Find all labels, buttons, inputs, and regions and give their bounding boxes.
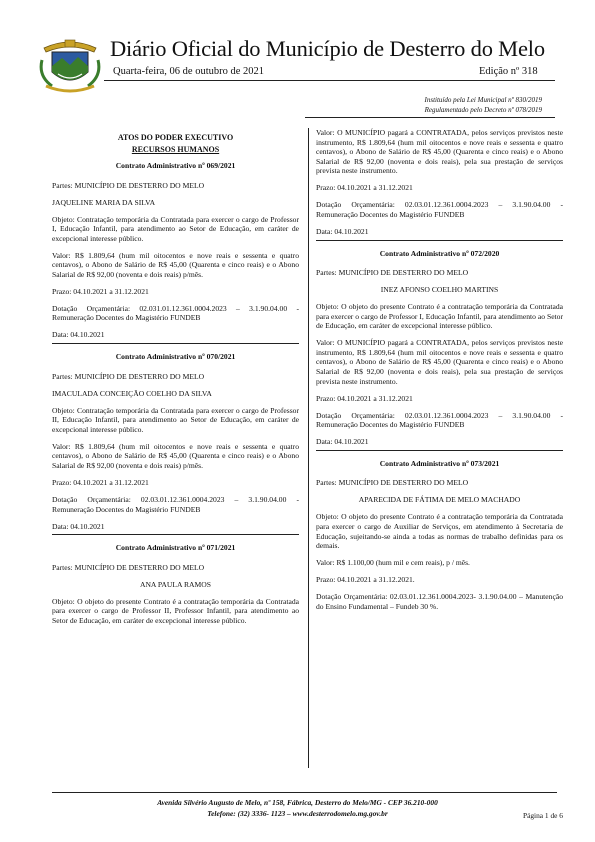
contract-value: Valor: R$ 1.809,64 (hum mil oitocentos e nove reais e sessenta e quatro centavos), o Abono de Salário de R$ 45,00 (Quarenta e cinco reais) e o Abono Salarial de R$ 92,00 (noventa e dois reais) p/mês. [52,250,299,279]
contract-value: Valor: R$ 1.100,00 (hum mil e cem reais), p / mês. [316,558,470,568]
contract-divider [52,343,299,344]
footer-contact: Telefone: (32) 3336- 1123 – www.desterrodomelo.mg.gov.br [207,809,388,818]
municipal-crest-icon [38,38,102,94]
section-heading [52,132,299,155]
contract-date: Data: 04.10.2021 [52,521,105,531]
contract-term: Prazo: 04.10.2021 a 31.12.2021. [316,575,415,585]
contract-budget: Dotação Orçamentária: 02.03.01.12.361.0004.2023 – 3.1.90.04.00 - Remuneração Docentes do Magistério FUNDEB [316,410,563,430]
contract-object: Objeto: O objeto do presente Contrato é a contratação temporária da Contratada para exercer o cargo de Professor I, Educação Infantil, para atendimento ao Setor de Educação, em caráter de excepcional interesse público. [316,302,563,331]
contract-parties: Partes: MUNICÍPIO DE DESTERRO DO MELO [316,268,469,278]
column-divider [308,128,309,768]
contract-budget: Dotação Orçamentária: 02.031.01.12.361.0004.2023 – 3.1.90.04.00 - Remuneração Docentes do Magistério FUNDEB [52,303,299,323]
contract-date: Data: 04.10.2021 [316,437,369,447]
issue-date: Quarta-feira, 06 de outubro de 2021 [113,66,265,77]
contract-title: Contrato Administrativo nº 072/2020 [379,248,500,258]
contract-term: Prazo: 04.10.2021 a 31.12.2021 [52,477,149,487]
contract-divider [316,450,563,451]
contractor-name: APARECIDA DE FÁTIMA DE MELO MACHADO [358,495,521,505]
footer-divider [52,792,557,793]
contract-budget: Dotação Orçamentária: 02.03.01.12.361.0004.2023 – 3.1.90.04.00 - Remuneração Docentes do Magistério FUNDEB [316,200,563,219]
regulation-decree: Regulamentado pelo Decreto nº 078/2019 [424,106,542,114]
section-title: ATOS DO PODER EXECUTIVO [117,133,234,142]
contract-parties: Partes: MUNICÍPIO DE DESTERRO DO MELO [52,180,205,190]
contractor-name: ANA PAULA RAMOS [139,579,212,589]
header-divider-2 [305,117,555,118]
institution-law: Instituído pela Lei Municipal nº 830/2019 [424,96,542,104]
contract-date: Data: 04.10.2021 [52,330,105,340]
contract-parties: Partes: MUNICÍPIO DE DESTERRO DO MELO [52,562,205,572]
right-column [316,128,563,619]
page-number: Página 1 de 6 [522,811,563,820]
contract-title: Contrato Administrativo nº 071/2021 [115,543,236,553]
footer-address: Avenida Silvério Augusto de Melo, nº 158, Fábrica, Desterro do Melo/MG - CEP 36.210-000 [157,798,438,807]
header-divider [104,80,555,81]
contractor-name: IMACULADA CONCEIÇÃO COELHO DA SILVA [52,388,212,398]
contract-divider [316,240,563,241]
contract-parties: Partes: MUNICÍPIO DE DESTERRO DO MELO [316,478,469,488]
contract-date: Data: 04.10.2021 [316,226,369,236]
contract-parties: Partes: MUNICÍPIO DE DESTERRO DO MELO [52,371,205,381]
section-subtitle: RECURSOS HUMANOS [131,144,220,154]
contract-value: Valor: O MUNICÍPIO pagará a CONTRATADA, pelos serviços previstos neste instrumento, R$ 1.809,64 (hum mil oitocentos e nove reais e sessenta e quatro centavos), o Abono de Salário de R$ 45,00 (Quarenta e cinco reais) e o Abono Salarial de R$ 92,00 (noventa e dois reais), pela sua prestação de serviços prevista neste instrumento. [316,338,563,386]
contract-title: Contrato Administrativo nº 069/2021 [115,161,236,170]
contract-term: Prazo: 04.10.2021 a 31.12.2021 [316,393,413,403]
contract-term: Prazo: 04.10.2021 a 31.12.2021 [52,286,149,296]
masthead [0,0,595,112]
contract-budget: Dotação Orçamentária: 02.03.01.12.361.0004.2023 – 3.1.90.04.00 - Remuneração Docentes do Magistério FUNDEB [52,494,299,514]
contract-term: Prazo: 04.10.2021 a 31.12.2021 [316,183,413,193]
contractor-name: JAQUELINE MARIA DA SILVA [52,197,156,207]
edition-number: Edição nº 318 [479,66,538,77]
page-title: Diário Oficial do Município de Desterro do Melo [110,36,545,61]
contract-title: Contrato Administrativo nº 070/2021 [115,352,236,362]
contract-budget: Dotação Orçamentária: 02.03.01.12.361.0004.2023- 3.1.90.04.00 – Manutenção do Ensino Fundamental – Fundeb 30 %. [316,592,563,611]
contractor-name: INEZ AFONSO COELHO MARTINS [380,285,499,295]
contract-title: Contrato Administrativo nº 073/2021 [379,458,500,468]
contract-object: Objeto: O objeto do presente Contrato é a contratação temporária da Contratada para exercer o cargo de Professor II, Professor Infantil, para atendimento ao Setor de Educação, em caráter de excepcional interesse público. [52,596,299,625]
contract-value: Valor: R$ 1.809,64 (hum mil oitocentos e nove reais e sessenta e quatro centavos), o Abono de Salário de R$ 45,00 (Quarenta e cinco reais) e o Abono Salarial de R$ 92,00 (noventa e dois reais) p/mês. [52,441,299,470]
contract-value: Valor: O MUNICÍPIO pagará a CONTRATADA, pelos serviços previstos neste instrumento, R$ 1.809,64 (hum mil oitocentos e nove reais e sessenta e quatro centavos), o Abono de Salário de R$ 45,00 (Quarenta e cinco reais) e o Abono Salarial de R$ 92,00 (noventa e dois reais), pela sua prestação de serviços prevista neste instrumento. [316,128,563,176]
left-column [52,128,299,633]
contract-object: Objeto: Contratação temporária da Contratada para exercer o cargo de Professor I, Educação Infantil, para atendimento ao Setor de Educação, em caráter de excepcional interesse público. [52,214,299,243]
contract-object: Objeto: Contratação temporária da Contratada para exercer o cargo de Professor II, Educação Infantil, para atendimento ao Setor de Educação, em caráter de excepcional interesse público. [52,405,299,434]
contract-object: Objeto: O objeto do presente Contrato é a contratação temporária da Contratada para exercer o cargo de Auxiliar de Serviços, em atendimento à Secretaria de Educação, sujeitando-se ainda a todas as normas de trabalho definidas para os demais. [316,512,563,551]
contract-divider [52,534,299,535]
